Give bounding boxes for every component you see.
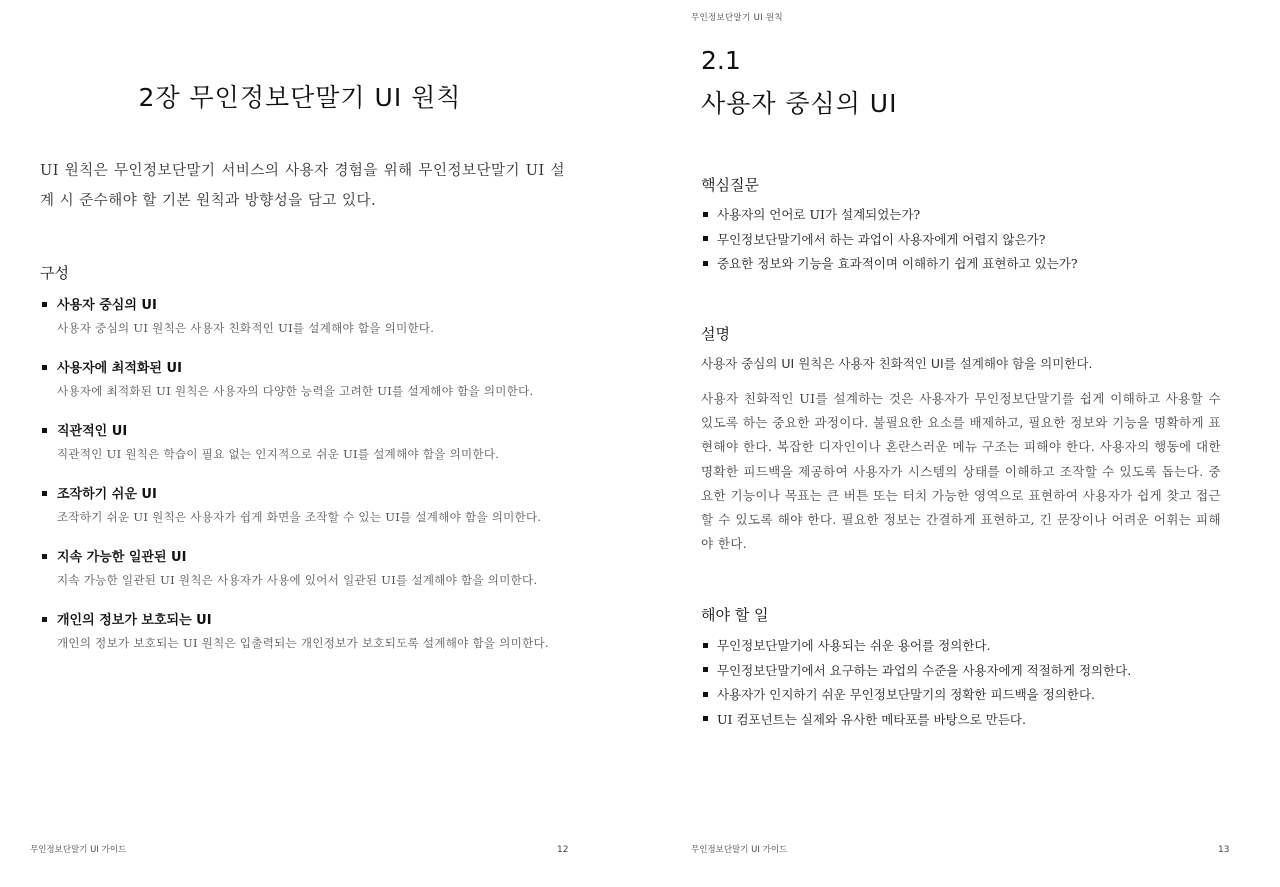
square-bullet-icon — [42, 617, 47, 622]
principle-desc: 직관적인 UI 원칙은 학습이 필요 없는 인지적으로 쉬운 UI를 설계해야 함을 의미한다. — [57, 447, 500, 461]
principle-item — [40, 612, 580, 675]
list-item: 무인정보단말기에서 요구하는 과업의 수준을 사용자에게 적절하게 정의한다. — [701, 659, 1241, 684]
key-questions-heading: 핵심질문 — [701, 176, 759, 194]
list-item: 사용자의 언어로 UI가 설계되었는가? — [701, 203, 1241, 228]
list-item: UI 컴포넌트는 실제와 유사한 메타포를 바탕으로 만든다. — [701, 708, 1241, 733]
todo-heading: 해야 할 일 — [701, 606, 769, 624]
section-number: 2.1 — [701, 46, 741, 75]
square-bullet-icon — [703, 212, 708, 217]
principle-desc: 조작하기 쉬운 UI 원칙은 사용자가 쉽게 화면을 조작할 수 있는 UI를 설계해야 함을 의미한다. — [57, 510, 542, 524]
principle-title: 사용자 중심의 UI — [57, 298, 157, 313]
square-bullet-icon — [42, 428, 47, 433]
principle-title: 직관적인 UI — [57, 424, 128, 439]
principle-title: 개인의 정보가 보호되는 UI — [57, 613, 212, 628]
principle-item — [40, 423, 580, 486]
right-page — [640, 0, 1280, 887]
footer-title: 무인정보단말기 UI 가이드 — [691, 845, 788, 855]
square-bullet-icon — [42, 365, 47, 370]
square-bullet-icon — [703, 643, 708, 648]
principle-desc: 사용자에 최적화된 UI 원칙은 사용자의 다양한 능력을 고려한 UI를 설계해야 함을 의미한다. — [57, 384, 534, 398]
square-bullet-icon — [703, 236, 708, 241]
square-bullet-icon — [42, 554, 47, 559]
principle-desc: 개인의 정보가 보호되는 UI 원칙은 입출력되는 개인정보가 보호되도록 설계해야 함을 의미한다. — [57, 636, 549, 650]
principle-item — [40, 360, 580, 423]
principle-item — [40, 549, 580, 612]
key-questions-list — [701, 203, 1241, 277]
principle-title: 사용자에 최적화된 UI — [57, 361, 182, 376]
principle-desc: 지속 가능한 일관된 UI 원칙은 사용자가 사용에 있어서 일관된 UI를 설계해야 함을 의미한다. — [57, 573, 538, 587]
principle-desc: 사용자 중심의 UI 원칙은 사용자 친화적인 UI를 설계해야 함을 의미한다. — [57, 321, 435, 335]
principle-item — [40, 297, 580, 360]
section-title: 사용자 중심의 UI — [701, 89, 898, 118]
explanation-heading: 설명 — [701, 325, 730, 343]
principle-item — [40, 486, 580, 549]
list-item: 무인정보단말기에 사용되는 쉬운 용어를 정의한다. — [701, 634, 1241, 659]
square-bullet-icon — [703, 261, 708, 266]
page-number: 12 — [557, 845, 569, 855]
running-header: 무인정보단말기 UI 원칙 — [691, 13, 783, 23]
list-item: 무인정보단말기에서 하는 과업이 사용자에게 어렵지 않은가? — [701, 228, 1241, 253]
page-number: 13 — [1218, 845, 1230, 855]
footer-title: 무인정보단말기 UI 가이드 — [30, 845, 127, 855]
list-item: 중요한 정보와 기능을 효과적이며 이해하기 쉽게 표현하고 있는가? — [701, 252, 1241, 277]
square-bullet-icon — [703, 716, 708, 721]
chapter-title: 2장 무인정보단말기 UI 원칙 — [138, 83, 462, 112]
principle-list — [40, 297, 580, 675]
list-item: 사용자가 인지하기 쉬운 무인정보단말기의 정확한 피드백을 정의한다. — [701, 683, 1241, 708]
explanation-body: 사용자 친화적인 UI를 설계하는 것은 사용자가 무인정보단말기를 쉽게 이해하고 사용할 수 있도록 하는 중요한 과정이다. 불필요한 요소를 배제하고, 필요한 정보와 기능을 명확하게 표현해야 한다. 복잡한 디자인이나 혼란스러운 메뉴 구조는 피해야 한다. 사용자의 행동에 대한 명확한 피드백을 제공하여 사용자가 시스템의 상태를 이해하고 조작할 수 있도록 돕는다. 중요한 기능이나 목표는 큰 버튼 또는 터치 가능한 영역으로 표현하여 사용자가 쉽게 찾고 접근할 수 있도록 해야 한다. 필요한 정보는 간결하게 표현하고, 긴 문장이나 어려운 어휘는 피해야 한다. — [701, 391, 1221, 552]
principle-title: 조작하기 쉬운 UI — [57, 487, 157, 502]
intro-paragraph: UI 원칙은 무인정보단말기 서비스의 사용자 경험을 위해 무인정보단말기 UI 설계 시 준수해야 할 기본 원칙과 방향성을 담고 있다. — [40, 163, 565, 209]
explanation-lead: 사용자 중심의 UI 원칙은 사용자 친화적인 UI를 설계해야 함을 의미한다. — [701, 356, 1093, 371]
square-bullet-icon — [42, 302, 47, 307]
todo-list — [701, 634, 1241, 732]
square-bullet-icon — [703, 692, 708, 697]
square-bullet-icon — [42, 491, 47, 496]
square-bullet-icon — [703, 667, 708, 672]
composition-heading: 구성 — [40, 264, 69, 282]
principle-title: 지속 가능한 일관된 UI — [57, 550, 187, 565]
